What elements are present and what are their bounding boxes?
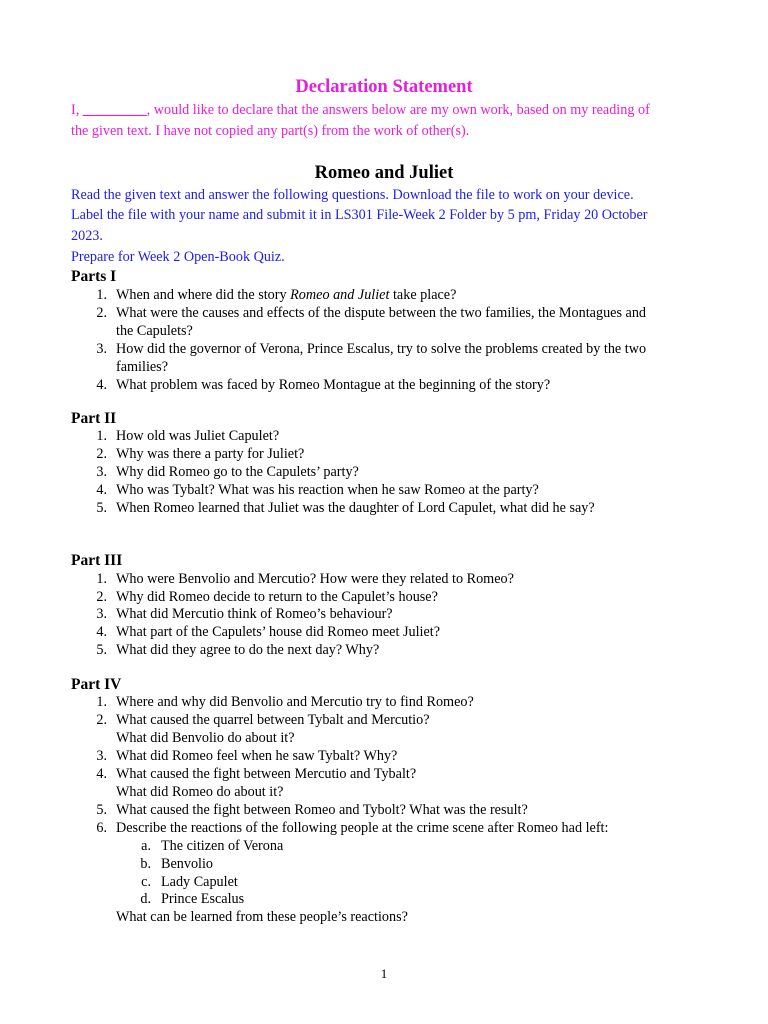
page-number: 1 [380,966,388,981]
part-1-question-2 [0,305,768,323]
question-number: 2. [96,589,107,605]
question-number: 2. [96,446,107,462]
part-4-question-4 [0,766,768,784]
instructions-line-2: Label the file with your name and submit it in LS301 File-Week 2 Folder by 5 pm, Friday 20 October [71,207,648,223]
question-number: 5. [96,642,107,658]
question-text: Who was Tybalt? What was his reaction when he saw Romeo at the party? [116,482,539,498]
part-4-heading: Part IV [71,676,122,693]
sub-item-letter: c. [141,874,151,890]
sub-item-letter: d. [140,891,151,907]
question-text: Who were Benvolio and Mercutio? How were they related to Romeo? [116,571,514,587]
part-4-question-1 [0,694,768,712]
question-number: 4. [96,377,107,393]
sub-item-letter: b. [140,856,151,872]
question-number: 6. [96,820,107,836]
question-text-start: When and where did the story [116,287,291,303]
question-number: 3. [96,464,107,480]
sub-item-a [0,838,768,856]
part-3-question-1 [0,571,768,589]
question-text: What caused the fight between Romeo and Tybolt? What was the result? [116,802,528,818]
question-number: 4. [96,766,107,782]
question-text: Why was there a party for Juliet? [116,446,305,462]
document-title: Romeo and Juliet [314,163,454,183]
question-number: 2. [96,712,107,728]
question-number: 1. [96,287,107,303]
part-1-question-3-continued: families? [116,359,168,375]
part-2-question-3 [0,464,768,482]
question-text: Where and why did Benvolio and Mercutio try to find Romeo? [116,694,474,710]
sub-item-c [0,874,768,892]
question-number: 3. [96,606,107,622]
question-number: 3. [96,341,107,357]
part-1-question-4 [0,377,768,395]
question-text: Why did Romeo decide to return to the Capulet’s house? [116,589,438,605]
question-text: What were the causes and effects of the dispute between the two families, the Montagues and [116,305,647,321]
question-text: Why did Romeo go to the Capulets’ party? [116,464,359,480]
part-1-question-1 [0,287,768,305]
question-text: How did the governor of Verona, Prince Escalus, try to solve the problems created by the two [116,341,647,357]
part-1-question-2-continued: the Capulets? [116,323,193,339]
question-text: Describe the reactions of the following people at the crime scene after Romeo had left: [116,820,609,836]
part-4-question-6-follow-up: What can be learned from these people’s reactions? [116,909,408,925]
instructions-line-4: Prepare for Week 2 Open-Book Quiz. [71,249,285,265]
question-number: 5. [96,500,107,516]
part-1-heading: Parts I [71,268,117,285]
part-4-question-4-follow-up: What did Romeo do about it? [116,784,284,800]
question-text: When Romeo learned that Juliet was the daughter of Lord Capulet, what did he say? [116,500,595,516]
question-text: What problem was faced by Romeo Montague at the beginning of the story? [116,377,551,393]
part-3-heading: Part III [71,552,123,569]
question-text: What caused the quarrel between Tybalt and Mercutio? [116,712,430,728]
part-3-question-4 [0,624,768,642]
question-number: 4. [96,482,107,498]
sub-item-text: The citizen of Verona [161,838,284,854]
question-number: 4. [96,624,107,640]
part-1-question-3 [0,341,768,359]
part-4-question-5 [0,802,768,820]
instructions-line-1: Read the given text and answer the following questions. Download the file to work on your device. [71,187,634,203]
question-number: 1. [96,428,107,444]
question-number: 2. [96,305,107,321]
sub-item-d [0,891,768,909]
question-text: What did Romeo feel when he saw Tybalt? Why? [116,748,398,764]
question-text: What part of the Capulets’ house did Romeo meet Juliet? [116,624,440,640]
instructions-line-3: 2023. [71,228,103,244]
question-number: 5. [96,802,107,818]
question-text: What did they agree to do the next day? Why? [116,642,380,658]
sub-item-letter: a. [141,838,151,854]
question-text: How old was Juliet Capulet? [116,428,280,444]
question-text: What caused the fight between Mercutio and Tybalt? [116,766,417,782]
part-4-question-6 [0,820,768,838]
name-blank: _________ [82,102,147,118]
question-text [116,287,716,305]
question-number: 3. [96,748,107,764]
part-2-question-4 [0,482,768,500]
declaration-prefix: I, [71,102,83,118]
part-2-heading: Part II [71,410,117,427]
declaration-title: Declaration Statement [295,77,473,97]
declaration-line-1 [71,100,711,121]
part-4-question-2-follow-up: What did Benvolio do about it? [116,730,295,746]
sub-item-text: Lady Capulet [161,874,238,890]
question-text-end: take place? [389,287,457,303]
part-2-question-5 [0,500,768,518]
part-2-question-1 [0,428,768,446]
declaration-line-2: the given text. I have not copied any part(s) from the work of other(s). [71,123,470,139]
question-number: 1. [96,571,107,587]
part-3-question-3 [0,606,768,624]
sub-item-text: Benvolio [161,856,214,872]
part-3-question-2 [0,589,768,607]
part-4-question-2 [0,712,768,730]
story-title-italic: Romeo and Juliet [290,287,390,303]
part-4-question-3 [0,748,768,766]
part-3-question-5 [0,642,768,660]
question-number: 1. [96,694,107,710]
sub-item-text: Prince Escalus [161,891,245,907]
question-text: What did Mercutio think of Romeo’s behaviour? [116,606,393,622]
part-2-question-2 [0,446,768,464]
sub-item-b [0,856,768,874]
declaration-suffix: , would like to declare that the answers below are my own work, based on my reading of [146,102,650,118]
